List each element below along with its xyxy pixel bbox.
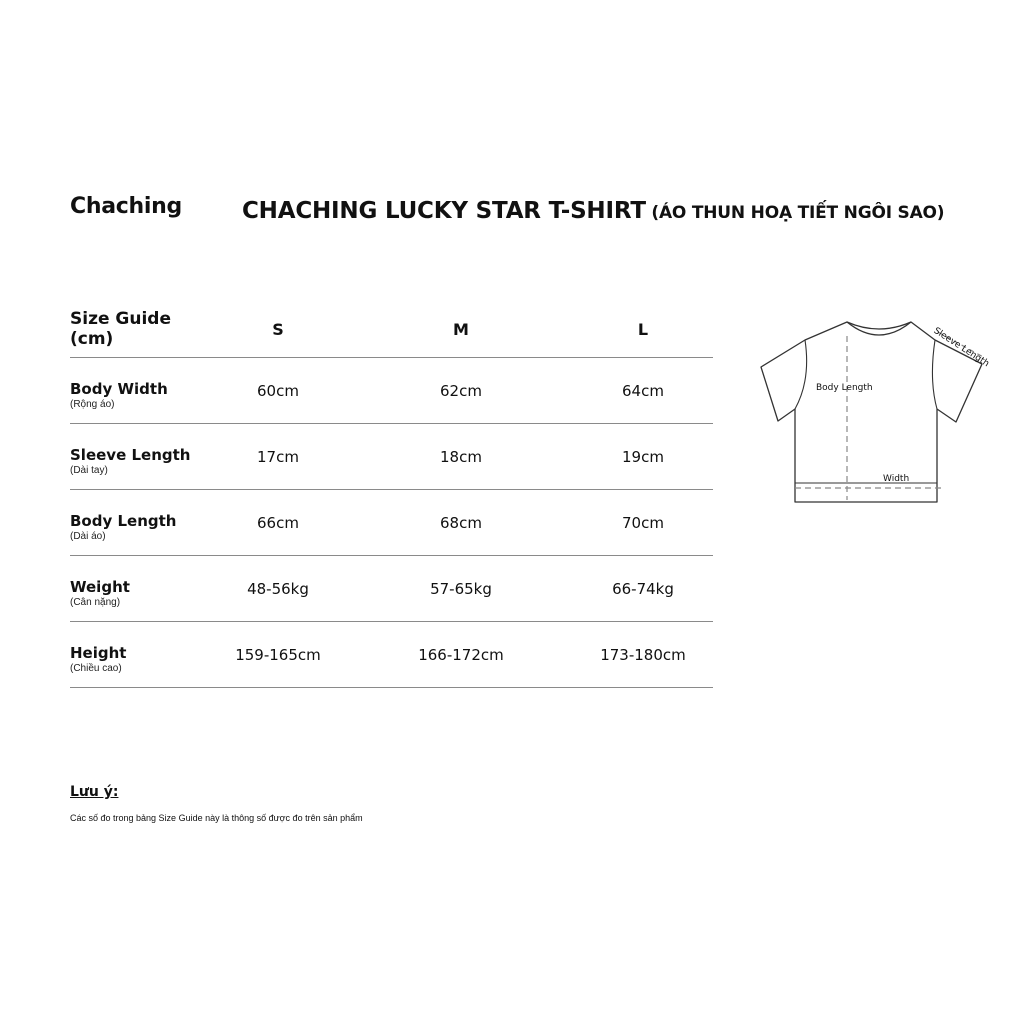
size-s-header: S — [272, 320, 284, 339]
size-guide-heading — [70, 309, 171, 349]
row-label-en: Weight — [70, 578, 130, 596]
size-m-header: M — [453, 320, 469, 339]
product-title-sub: (ÁO THUN HOẠ TIẾT NGÔI SAO) — [651, 203, 945, 223]
table-header-row — [70, 300, 713, 358]
product-title-main: CHACHING LUCKY STAR T-SHIRT — [242, 198, 646, 224]
size-guide-heading-line1: Size Guide — [70, 309, 171, 329]
table-row-body-length — [70, 490, 713, 556]
row-label — [70, 578, 130, 609]
table-cell: 62cm — [440, 382, 482, 400]
table-cell: 48-56kg — [247, 580, 309, 598]
table-cell: 18cm — [440, 448, 482, 466]
row-label — [70, 644, 126, 675]
brand-logo: Chaching — [70, 194, 182, 219]
size-guide-heading-line2: (cm) — [70, 329, 114, 349]
tshirt-measurement-diagram — [755, 300, 1015, 520]
table-cell: 159-165cm — [235, 646, 321, 664]
table-cell: 166-172cm — [418, 646, 504, 664]
tshirt-outline-icon — [755, 300, 1015, 520]
row-label — [70, 446, 190, 477]
table-row-height — [70, 622, 713, 688]
diagram-sleeve-length-label: Sleeve Length — [931, 326, 991, 370]
table-cell: 60cm — [257, 382, 299, 400]
table-row-weight — [70, 556, 713, 622]
row-label — [70, 512, 176, 543]
table-cell: 68cm — [440, 514, 482, 532]
row-label-en: Body Width — [70, 380, 168, 398]
row-label-vi: (Chiều cao) — [70, 663, 122, 674]
row-label-en: Sleeve Length — [70, 446, 191, 464]
row-label-en: Body Length — [70, 512, 177, 530]
table-cell: 66-74kg — [612, 580, 674, 598]
row-label — [70, 380, 168, 411]
table-cell: 64cm — [622, 382, 664, 400]
row-label-vi: (Cân nặng) — [70, 597, 121, 608]
table-cell: 66cm — [257, 514, 299, 532]
size-l-header: L — [637, 320, 649, 339]
size-guide-table — [70, 300, 713, 688]
table-row-body-width — [70, 358, 713, 424]
table-cell: 173-180cm — [600, 646, 686, 664]
row-label-vi: (Dài áo) — [70, 531, 106, 542]
diagram-body-length-label: Body Length — [816, 383, 873, 393]
note-section — [70, 784, 363, 826]
row-label-en: Height — [70, 644, 127, 662]
table-cell: 17cm — [257, 448, 299, 466]
table-row-sleeve-length — [70, 424, 713, 490]
product-title — [242, 198, 944, 224]
table-cell: 70cm — [622, 514, 664, 532]
note-title: Lưu ý: — [70, 784, 119, 800]
table-cell: 57-65kg — [430, 580, 492, 598]
diagram-width-label: Width — [883, 474, 910, 484]
row-label-vi: (Dài tay) — [70, 465, 108, 476]
note-text: Các số đo trong bảng Size Guide này là thông số được đo trên sản phẩm — [70, 813, 363, 823]
row-label-vi: (Rộng áo) — [70, 399, 115, 410]
table-cell: 19cm — [622, 448, 664, 466]
